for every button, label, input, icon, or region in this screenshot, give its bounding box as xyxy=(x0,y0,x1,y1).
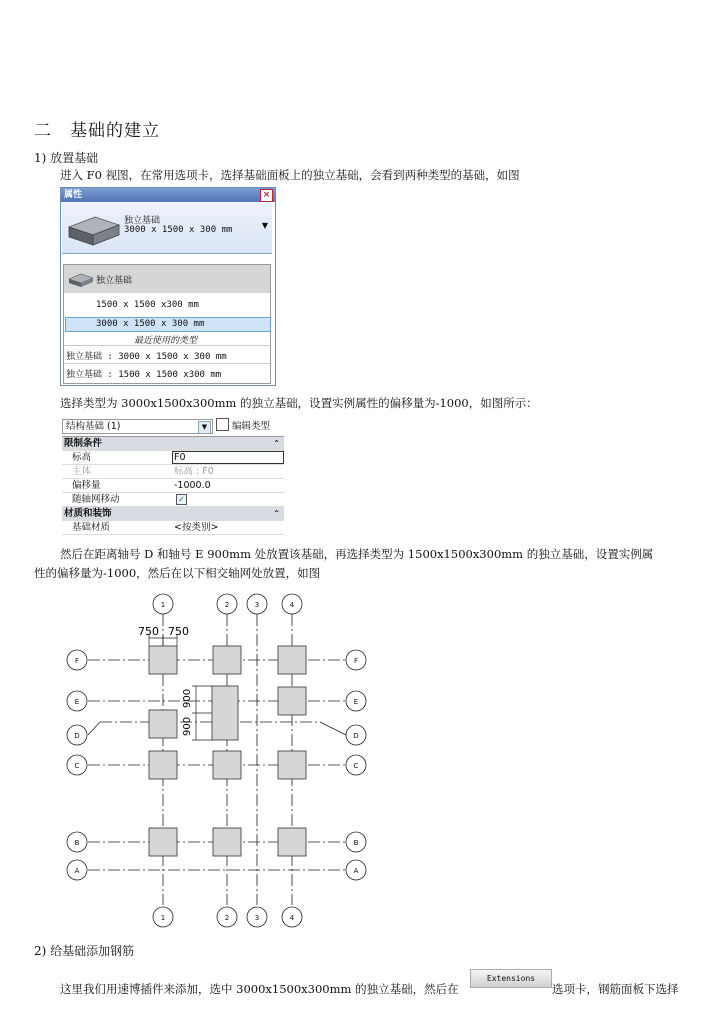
axis-label: 1 xyxy=(160,601,166,609)
recent-types-header: 最近使用的类型 xyxy=(134,336,198,346)
edit-type-icon xyxy=(216,418,229,431)
section-heading: 基础的建立 xyxy=(70,121,160,141)
dim-label: 750 xyxy=(168,625,189,638)
recent-type-item[interactable]: 独立基础 : 1500 x 1500 x300 mm xyxy=(66,370,222,380)
property-row xyxy=(62,465,284,479)
level-field[interactable] xyxy=(172,451,284,464)
property-row[interactable] xyxy=(62,479,284,493)
property-key: 基础材质 xyxy=(72,522,111,533)
property-key: 随轴网移动 xyxy=(72,494,120,505)
axis-label: 3 xyxy=(254,601,260,609)
axis-label: D xyxy=(74,732,80,740)
axis-label: E xyxy=(353,698,359,706)
dim-label: 900 xyxy=(182,688,193,708)
property-key: 主体 xyxy=(72,466,92,477)
divider xyxy=(64,363,270,364)
property-key: 标高 xyxy=(72,452,92,463)
group-constraints[interactable] xyxy=(62,437,284,451)
type-size: 3000 x 1500 x 300 mm xyxy=(124,225,233,235)
property-value: F0 xyxy=(174,452,186,463)
axis-label: C xyxy=(74,762,80,770)
property-value: <按类别> xyxy=(174,522,219,533)
group-label: 材质和装饰 xyxy=(64,508,112,519)
axis-label: D xyxy=(353,732,359,740)
type-dropdown-list xyxy=(63,264,271,384)
properties-panel xyxy=(60,187,276,386)
axis-label: A xyxy=(353,867,359,875)
group-materials[interactable] xyxy=(62,507,284,521)
edit-type-button[interactable] xyxy=(216,418,270,434)
recent-type-item[interactable]: 独立基础 : 3000 x 1500 x 300 mm xyxy=(66,352,227,362)
properties-grid xyxy=(62,436,284,535)
dim-label: 750 xyxy=(138,625,159,638)
axis-label: 2 xyxy=(224,914,230,922)
step1-text3-line1: 然后在距离轴号 D 和轴号 E 900mm 处放置该基础，再选择类型为 1500x1500x300mm 的独立基础，设置实例属 xyxy=(60,547,654,561)
extensions-tab-button[interactable]: Extensions xyxy=(470,969,552,988)
footing-thumbnail-icon xyxy=(65,213,121,247)
family-name: 独立基础 xyxy=(96,276,133,286)
step2-label: 2) 给基础添加钢筋 xyxy=(34,944,135,958)
type-filter-select[interactable] xyxy=(62,419,213,434)
family-row xyxy=(64,265,270,293)
property-row[interactable] xyxy=(62,493,284,507)
step2-text-after: 选项卡，钢筋面板下选择 xyxy=(552,982,679,996)
properties-titlebar xyxy=(61,188,275,202)
selected-type-label: 3000 x 1500 x 300 mm xyxy=(96,319,205,329)
step1-text3-line2: 性的偏移量为-1000，然后在以下相交轴网处放置，如图 xyxy=(34,566,321,580)
type-option[interactable]: 1500 x 1500 x300 mm xyxy=(96,300,199,310)
axis-label: B xyxy=(353,839,359,847)
axis-label: C xyxy=(353,762,359,770)
footings xyxy=(149,646,306,856)
property-row[interactable] xyxy=(62,451,284,465)
collapse-icon[interactable]: ⌃ xyxy=(273,439,280,448)
axis-label: 2 xyxy=(224,601,230,609)
axis-label: 3 xyxy=(254,914,260,922)
property-row[interactable] xyxy=(62,521,284,535)
offset-field[interactable]: -1000.0 xyxy=(174,480,211,491)
properties-title: 属性 xyxy=(64,190,83,200)
axis-label: F xyxy=(353,657,359,665)
group-label: 限制条件 xyxy=(64,438,103,449)
step1-label: 1) 放置基础 xyxy=(34,151,99,165)
dim-label: 900 xyxy=(182,716,193,736)
step1-text1: 进入 F0 视图，在常用选项卡，选择基础面板上的独立基础，会看到两种类型的基础，如图 xyxy=(60,168,520,182)
property-key: 偏移量 xyxy=(72,480,101,491)
axis-label: 1 xyxy=(160,914,166,922)
axis-label: A xyxy=(74,867,80,875)
collapse-icon[interactable]: ⌃ xyxy=(273,509,280,518)
property-value: 标高 : F0 xyxy=(174,466,214,477)
section-number: 二 xyxy=(34,121,52,141)
grid-layout-diagram xyxy=(60,590,380,935)
step2-text-before: 这里我们用速博插件来添加，选中 3000x1500x300mm 的独立基础，然后在 xyxy=(60,982,459,996)
close-icon[interactable]: × xyxy=(260,189,273,202)
type-name: 独立基础 xyxy=(124,216,161,226)
divider xyxy=(64,345,270,346)
axis-label: 4 xyxy=(289,601,295,609)
axis-label: 4 xyxy=(289,914,295,922)
edit-type-label: 编辑类型 xyxy=(232,421,271,432)
dropdown-arrow-icon[interactable]: ▼ xyxy=(261,221,268,230)
type-selector[interactable] xyxy=(62,203,272,254)
axis-label: B xyxy=(74,839,80,847)
step1-text2: 选择类型为 3000x1500x300mm 的独立基础，设置实例属性的偏移量为-1000，如图所示： xyxy=(60,396,538,410)
instance-properties-panel xyxy=(60,417,286,535)
move-with-grids-checkbox[interactable]: ✓ xyxy=(176,494,187,505)
footing-small-icon xyxy=(67,272,95,288)
type-option-selected[interactable] xyxy=(65,317,271,332)
axis-label: E xyxy=(74,698,80,706)
type-filter-value: 结构基础 (1) xyxy=(66,421,121,432)
chevron-down-icon[interactable]: ▼ xyxy=(198,421,211,434)
axis-label: F xyxy=(74,657,80,665)
section-title xyxy=(34,116,160,141)
